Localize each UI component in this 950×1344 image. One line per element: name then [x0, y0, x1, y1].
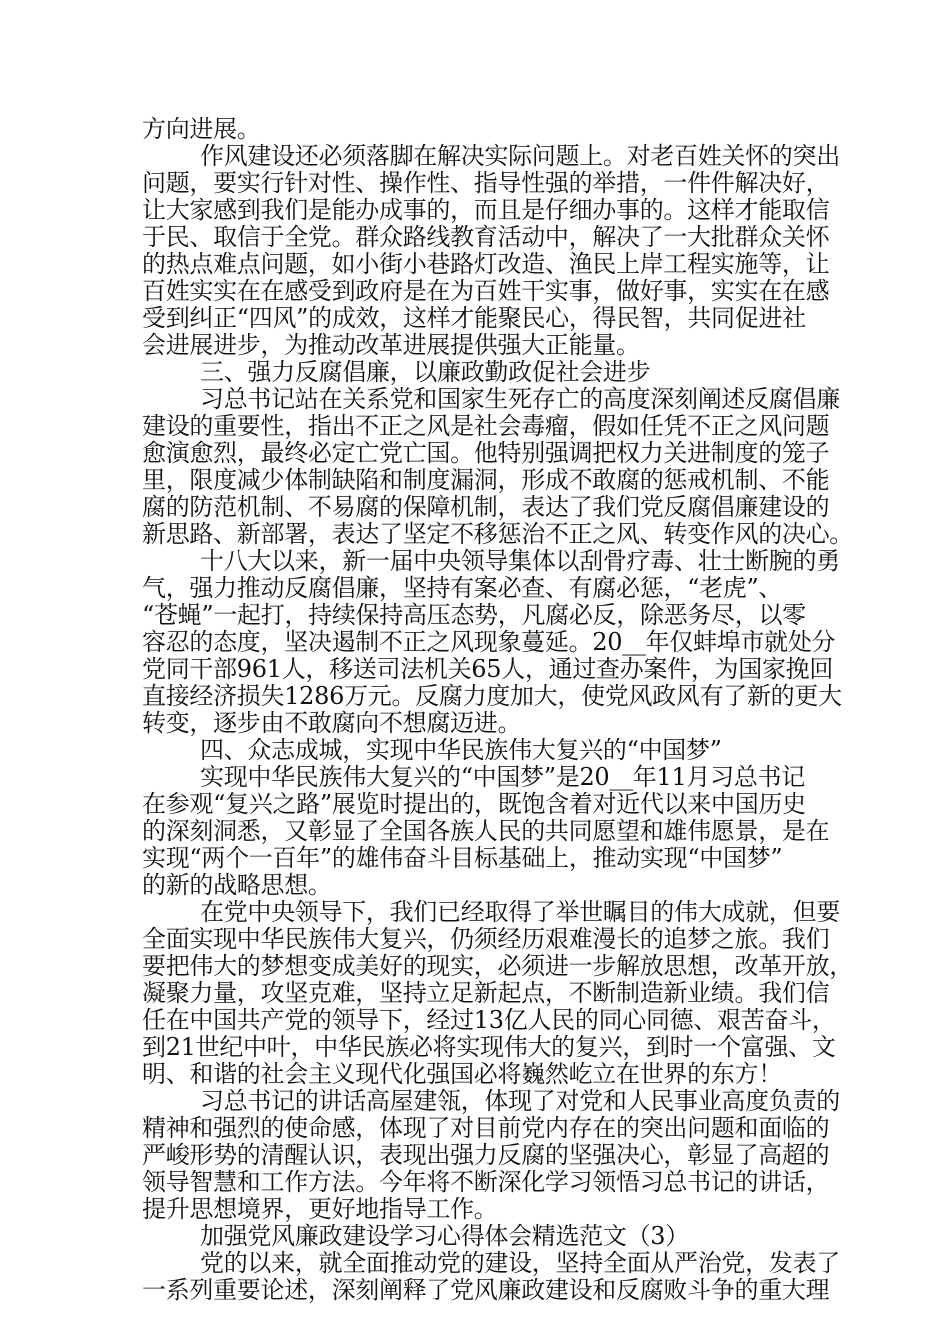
text-line: 到21世纪中叶，中华民族必将实现伟大的复兴，到时一个富强、文: [142, 1033, 836, 1061]
text-line: 建设的重要性，指出不正之风是社会毒瘤，假如任凭不正之风问题: [142, 412, 830, 440]
text-line: 三、强力反腐倡廉，以廉政勤政促社会进步: [200, 358, 651, 386]
text-line: 全面实现中华民族伟大复兴，仍须经历艰难漫长的追梦之旅。我们: [142, 925, 830, 953]
text-line: 愈演愈烈，最终必定亡党亡国。他特别强调把权力关进制度的笼子: [142, 439, 830, 467]
text-line: 一系列重要论述，深刻阐释了党风廉政建设和反腐败斗争的重大理: [142, 1276, 830, 1304]
text-line: 习总书记的讲话高屋建瓴，体现了对党和人民事业高度负责的: [200, 1087, 840, 1115]
text-line: 要把伟大的梦想变成美好的现实，必须进一步解放思想，改革开放，: [142, 952, 853, 980]
text-line: “苍蝇”一起打，持续保持高压态势，凡腐必反，除恶务尽，以零: [142, 601, 806, 629]
text-line: 习总书记站在关系党和国家生死存亡的高度深刻阐述反腐倡廉: [200, 385, 840, 413]
text-line: 转变，逐步由不敢腐向不想腐迈进。: [142, 709, 522, 737]
text-line: 严峻形势的清醒认识，表现出强力反腐的坚强决心，彰显了高超的: [142, 1141, 830, 1169]
text-line: 问题，要实行针对性、操作性、指导性强的举措，一件件解决好，: [142, 169, 830, 197]
text-line: 百姓实实在在感受到政府是在为百姓干实事，做好事，实实在在感: [142, 277, 830, 305]
text-line: 的新的战略思想。: [142, 871, 332, 899]
text-line: 里，限度减少体制缺陷和制度漏洞，形成不敢腐的惩戒机制、不能: [142, 466, 830, 494]
text-line: 受到纠正“四风”的成效，这样才能聚民心，得民智，共同促进社: [142, 304, 806, 332]
text-line: 十八大以来，新一届中央领导集体以刮骨疗毒、壮士断腕的勇: [200, 547, 840, 575]
text-line: 党同干部961人，移送司法机关65人，通过查办案件，为国家挽回: [142, 655, 834, 683]
text-line: 实现中华民族伟大复兴的“中国梦”是20__年11月习总书记: [200, 763, 805, 791]
document-body: [142, 115, 853, 1304]
text-line: 直接经济损失1286万元。反腐力度加大，使党风政风有了新的更大: [142, 682, 842, 710]
text-line: 党的以来，就全面推动党的建设，坚持全面从严治党，发表了: [200, 1249, 840, 1277]
text-line: 在党中央领导下，我们已经取得了举世瞩目的伟大成就，但要: [200, 898, 840, 926]
text-line: 任在中国共产党的领导下，经过13亿人民的同心同德、艰苦奋斗，: [142, 1006, 836, 1034]
text-line: 气，强力推动反腐倡廉，坚持有案必查、有腐必惩，“老虎”、: [142, 574, 783, 602]
text-line: 让大家感到我们是能办成事的，而且是仔细办事的。这样才能取信: [142, 196, 830, 224]
text-line: 容忍的态度，坚决遏制不正之风现象蔓延。20__年仅蚌埠市就处分: [142, 628, 836, 656]
text-line: 在参观“复兴之路”展览时提出的，既饱含着对近代以来中国历史: [142, 790, 806, 818]
text-line: 腐的防范机制、不易腐的保障机制，表达了我们党反腐倡廉建设的: [142, 493, 830, 521]
text-line: 提升思想境界，更好地指导工作。: [142, 1195, 498, 1223]
text-line: 作风建设还必须落脚在解决实际问题上。对老百姓关怀的突出: [200, 142, 840, 170]
text-line: 于民、取信于全党。群众路线教育活动中，解决了一大批群众关怀: [142, 223, 830, 251]
text-line: 的热点难点问题，如小街小巷路灯改造、渔民上岸工程实施等，让: [142, 250, 830, 278]
text-line: 会进展进步，为推动改革进展提供强大正能量。: [142, 331, 640, 359]
text-line: 加强党风廉政建设学习心得体会精选范文（3）: [200, 1222, 689, 1250]
text-line: 四、众志成城，实现中华民族伟大复兴的“中国梦”: [200, 736, 722, 764]
text-line: 方向进展。: [142, 115, 261, 143]
text-line: 凝聚力量，攻坚克难，坚持立足新起点，不断制造新业绩。我们信: [142, 979, 830, 1007]
text-line: 领导智慧和工作方法。今年将不断深化学习领悟习总书记的讲话，: [142, 1168, 830, 1196]
text-line: 实现“两个一百年”的雄伟奋斗目标基础上，推动实现“中国梦”: [142, 844, 783, 872]
text-line: 明、和谐的社会主义现代化强国必将巍然屹立在世界的东方！: [142, 1060, 782, 1088]
text-line: 新思路、新部署，表达了坚定不移惩治不正之风、转变作风的决心。: [142, 520, 853, 548]
text-line: 精神和强烈的使命感，体现了对目前党内存在的突出问题和面临的: [142, 1114, 830, 1142]
text-line: 的深刻洞悉，又彰显了全国各族人民的共同愿望和雄伟愿景，是在: [142, 817, 830, 845]
